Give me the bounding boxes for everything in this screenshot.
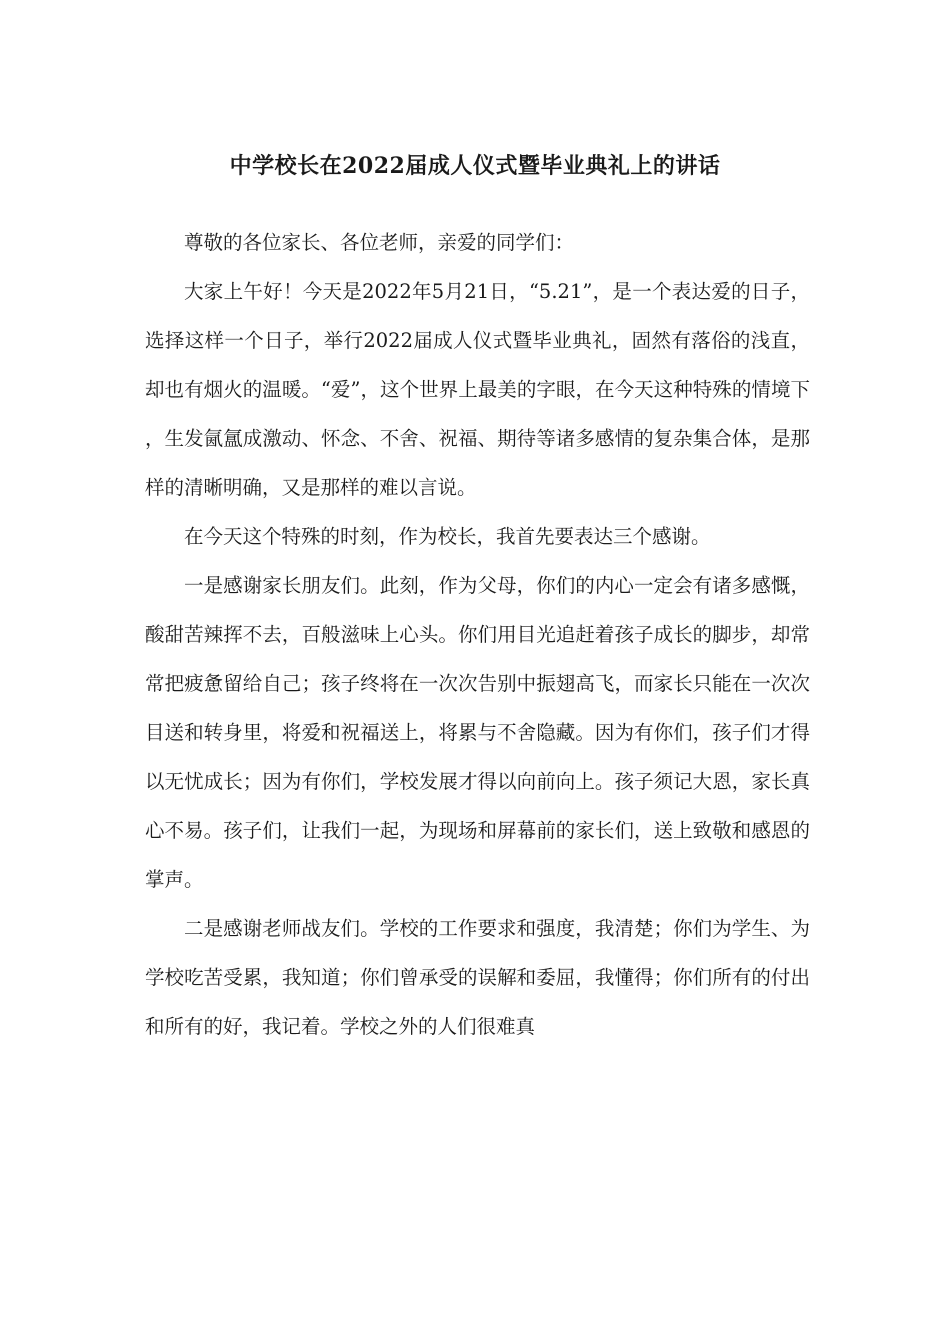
paragraph-thanks-parents: 一是感谢家长朋友们。此刻，作为父母，你们的内心一定会有诸多感慨，酸甜苦辣挥不去，百般滋味上心头。你们用目光追赶着孩子成长的脚步，却常常把疲惫留给自己；孩子终将在一次次告别中振翅高飞，而家长只能在一次次目送和转身里，将爱和祝福送上，将累与不舍隐藏。因为有你们，孩子们才得以无忧成长；因为有你们，学校发展才得以向前向上。孩子须记大恩，家长真心不易。孩子们，让我们一起，为现场和屏幕前的家长们，送上致敬和感恩的掌声。 bbox=[145, 574, 810, 891]
paragraph-three-thanks: 在今天这个特殊的时刻，作为校长，我首先要表达三个感谢。 bbox=[184, 525, 711, 548]
document-body bbox=[145, 218, 810, 1051]
paragraph-thanks-teachers: 二是感谢老师战友们。学校的工作要求和强度，我清楚；你们为学生、为学校吃苦受累，我知道；你们曾承受的误解和委屈，我懂得；你们所有的付出和所有的好，我记着。学校之外的人们很难真 bbox=[145, 917, 810, 1038]
paragraph-greeting: 尊敬的各位家长、各位老师，亲爱的同学们： bbox=[184, 231, 575, 254]
document-title: 中学校长在2022届成人仪式暨毕业典礼上的讲话 bbox=[229, 153, 721, 179]
paragraph-opening: 大家上午好！今天是2022年5月21日，“5.21”，是一个表达爱的日子，选择这样一个日子，举行2022届成人仪式暨毕业典礼，固然有落俗的浅直，却也有烟火的温暖。“爱”，这个世界上最美的字眼，在今天这种特殊的情境下，生发氤氲成激动、怀念、不舍、祝福、期待等诸多感情的复杂集合体，是那样的清晰明确，又是那样的难以言说。 bbox=[145, 280, 810, 499]
